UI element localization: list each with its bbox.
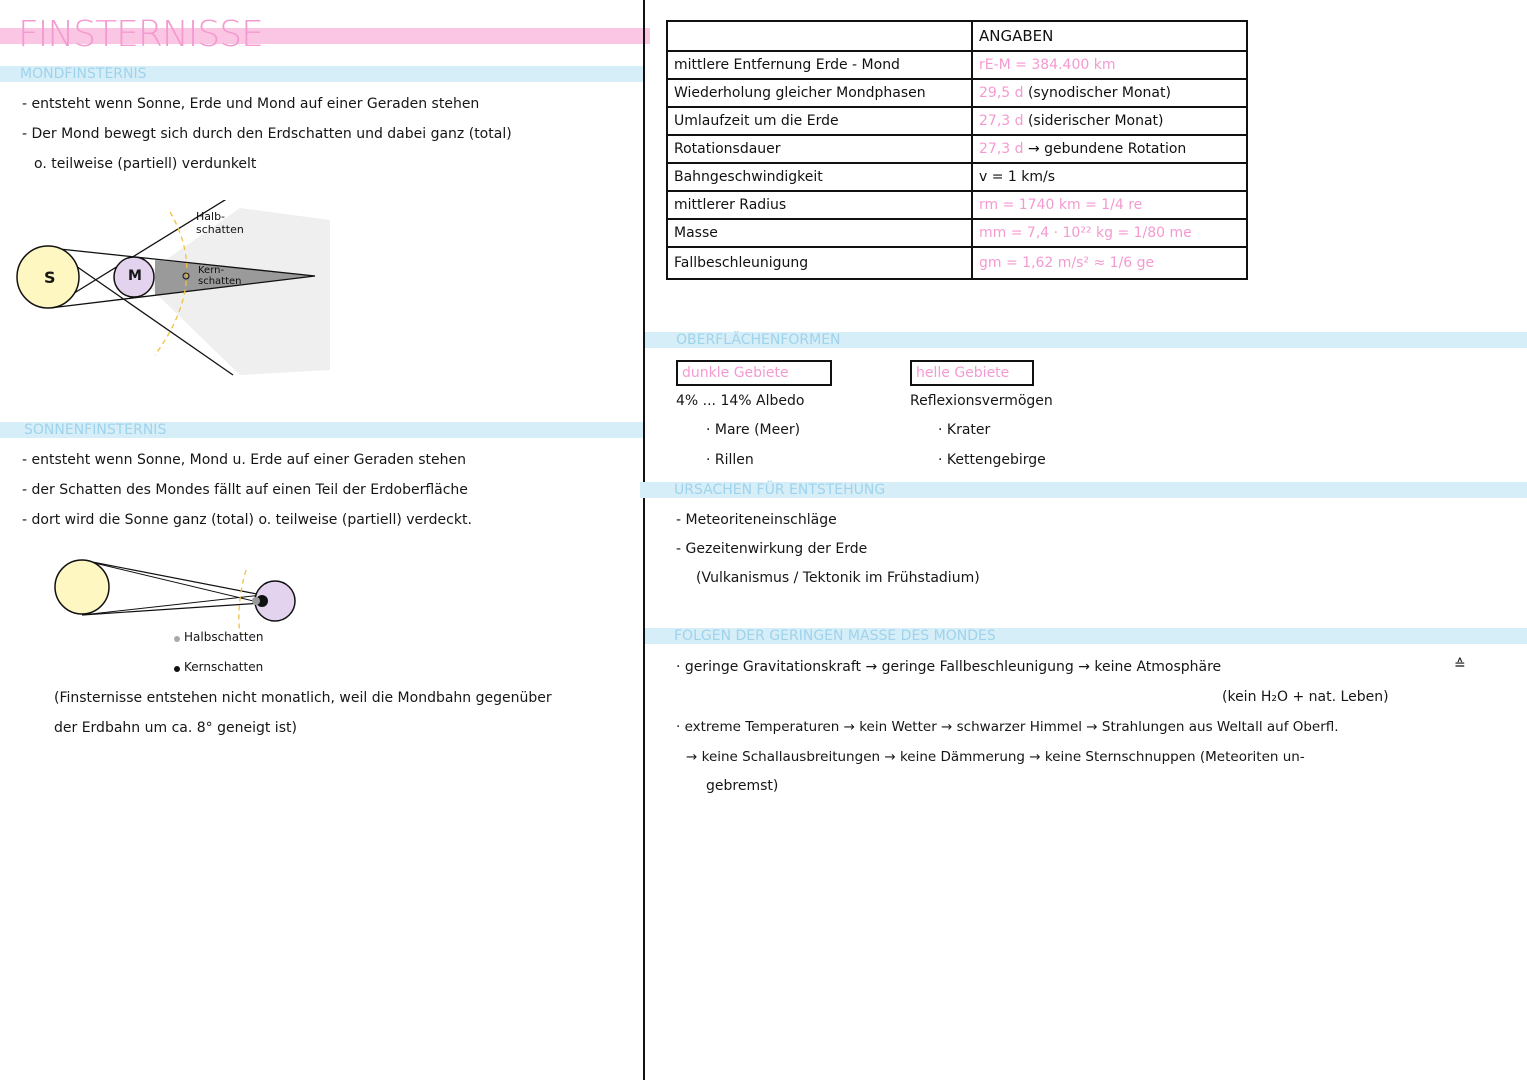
mondfinsternis-line-1: - entsteht wenn Sonne, Erde und Mond auf einer Geraden stehen: [22, 96, 480, 112]
folgen-line-5: gebremst): [706, 778, 779, 794]
ursachen-line-3: (Vulkanismus / Tektonik im Frühstadium): [696, 570, 980, 586]
halbschatten-label: Halb- schatten: [196, 210, 244, 236]
dark-line-1: 4% ... 14% Albedo: [676, 393, 805, 409]
sun-label: S: [44, 268, 56, 287]
row-label: Fallbeschleunigung: [667, 247, 972, 279]
oberflaeche-heading: OBERFLÄCHENFORMEN: [676, 332, 841, 348]
table-header: ANGABEN: [972, 21, 1247, 51]
table-row: [667, 191, 1247, 219]
dark-line-3: · Rillen: [706, 452, 754, 468]
bright-line-3: · Kettengebirge: [938, 452, 1046, 468]
folgen-heading: FOLGEN DER GERINGEN MASSE DES MONDES: [674, 628, 996, 644]
page-divider: [643, 0, 645, 1080]
row-value: gm = 1,62 m/s²: [979, 255, 1090, 271]
table-row: [667, 107, 1247, 135]
dunkle-gebiete-label: dunkle Gebiete: [676, 360, 832, 386]
helle-gebiete-label: helle Gebiete: [910, 360, 1034, 386]
sonnenfinsternis-line-3: - dort wird die Sonne ganz (total) o. teilweise (partiell) verdeckt.: [22, 512, 472, 528]
page-title: FINSTERNISSE: [18, 14, 263, 55]
legend-halbschatten: Halbschatten: [184, 630, 264, 644]
legend-kernschatten: Kernschatten: [184, 660, 264, 674]
kernschatten-label: Kern- schatten: [198, 265, 242, 287]
lunar-eclipse-diagram: [10, 200, 330, 380]
row-label: Umlaufzeit um die Erde: [667, 107, 972, 135]
kernschatten-dot-icon: [174, 666, 180, 672]
moon-label: M: [128, 268, 142, 284]
row-extra: = 1/80 me: [1117, 225, 1192, 241]
row-value: v = 1 km/s: [979, 169, 1056, 185]
moon-data-table: [666, 20, 1248, 280]
row-label: Wiederholung gleicher Mondphasen: [667, 79, 972, 107]
row-extra: (siderischer Monat): [1027, 113, 1164, 129]
row-extra: → gebundene Rotation: [1027, 141, 1187, 157]
sun-icon: [55, 560, 109, 614]
mondfinsternis-heading: MONDFINSTERNIS: [20, 66, 147, 82]
folgen-line-4: → keine Schallausbreitungen → keine Dämmerung → keine Sternschnuppen (Meteoriten un-: [686, 749, 1305, 765]
ursachen-line-1: - Meteoriteneinschläge: [676, 512, 837, 528]
row-value: rm = 1740 km: [979, 197, 1081, 213]
row-value: mm = 7,4 · 10²² kg: [979, 225, 1114, 241]
solar-eclipse-diagram: [50, 555, 310, 635]
row-label: Masse: [667, 219, 972, 247]
table-row: [667, 247, 1247, 279]
sonnenfinsternis-line-2: - der Schatten des Mondes fällt auf einen Teil der Erdoberfläche: [22, 482, 468, 498]
folgen-line-3: · extreme Temperaturen → kein Wetter → schwarzer Himmel → Strahlungen aus Weltall auf Oberfl.: [676, 719, 1339, 735]
mondfinsternis-line-2: - Der Mond bewegt sich durch den Erdschatten und dabei ganz (total): [22, 126, 512, 142]
folgen-symbol: ≙: [1454, 657, 1466, 673]
ursachen-line-2: - Gezeitenwirkung der Erde: [676, 541, 868, 557]
row-label: mittlerer Radius: [667, 191, 972, 219]
table-row: [667, 79, 1247, 107]
row-extra: = 1/4 re: [1085, 197, 1143, 213]
row-value: 27,3 d: [979, 113, 1024, 129]
row-extra: (synodischer Monat): [1027, 85, 1171, 101]
row-value: rE-M = 384.400 km: [979, 57, 1116, 73]
note-line-1: (Finsternisse entstehen nicht monatlich, weil die Mondbahn gegenüber: [54, 690, 552, 706]
table-row: [667, 163, 1247, 191]
row-label: Bahngeschwindigkeit: [667, 163, 972, 191]
table-row: [667, 51, 1247, 79]
bright-line-2: · Krater: [938, 422, 991, 438]
mondfinsternis-line-3: o. teilweise (partiell) verdunkelt: [34, 156, 257, 172]
bright-line-1: Reflexionsvermögen: [910, 393, 1053, 409]
ursachen-heading: URSACHEN FÜR ENTSTEHUNG: [674, 482, 886, 498]
row-label: Rotationsdauer: [667, 135, 972, 163]
row-label: mittlere Entfernung Erde - Mond: [667, 51, 972, 79]
row-extra: ≈ 1/6 ge: [1093, 255, 1155, 271]
sonnenfinsternis-line-1: - entsteht wenn Sonne, Mond u. Erde auf einer Geraden stehen: [22, 452, 466, 468]
note-line-2: der Erdbahn um ca. 8° geneigt ist): [54, 720, 297, 736]
table-row: [667, 219, 1247, 247]
halbschatten-dot-icon: [174, 636, 180, 642]
table-row: [667, 135, 1247, 163]
table-header-row: [667, 21, 1247, 51]
folgen-line-2: (kein H₂O + nat. Leben): [1222, 689, 1389, 705]
dark-line-2: · Mare (Meer): [706, 422, 801, 438]
row-value: 27,3 d: [979, 141, 1024, 157]
folgen-line-1: · geringe Gravitationskraft → geringe Fallbeschleunigung → keine Atmosphäre: [676, 659, 1222, 675]
row-value: 29,5 d: [979, 85, 1024, 101]
sonnenfinsternis-heading: SONNENFINSTERNIS: [24, 422, 167, 438]
